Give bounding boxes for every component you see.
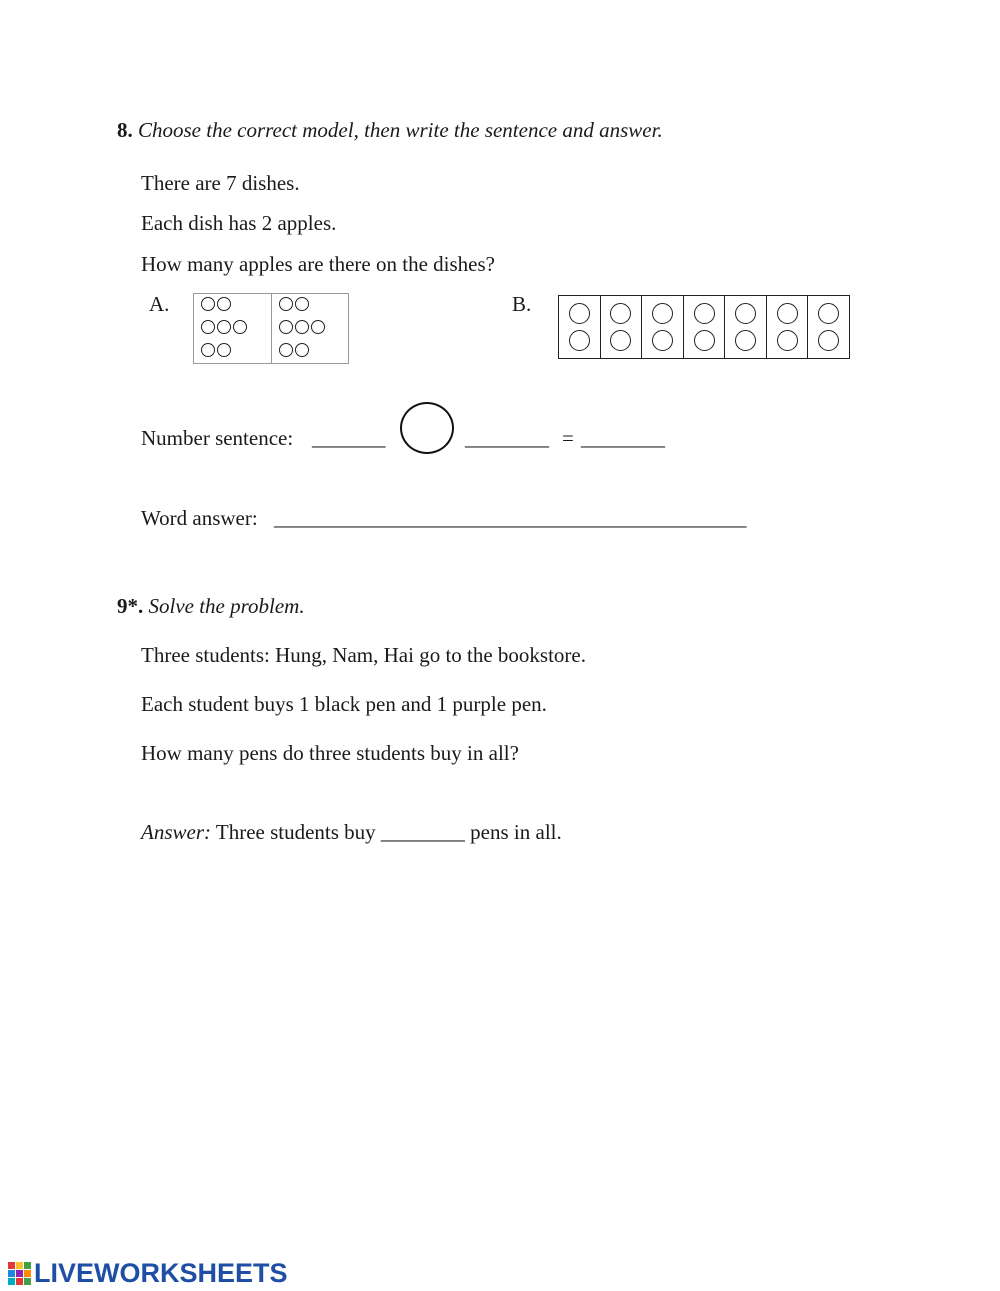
liveworksheets-logo[interactable] <box>8 1258 288 1289</box>
logo-square <box>16 1262 23 1269</box>
option-b-label[interactable]: B. <box>512 292 532 316</box>
logo-square <box>8 1278 15 1285</box>
logo-square <box>8 1262 15 1269</box>
apple-circle <box>201 297 215 311</box>
model-b-dish <box>724 296 766 358</box>
apple-circle <box>652 330 673 351</box>
logo-square <box>24 1270 31 1277</box>
answer-line <box>141 819 562 845</box>
apple-circle <box>652 303 673 324</box>
apple-circle <box>610 303 631 324</box>
model-b-dish <box>600 296 642 358</box>
dot-row <box>279 297 309 311</box>
number-sentence-label: Number sentence: <box>141 426 294 450</box>
problem-line: Each dish has 2 apples. <box>141 211 337 235</box>
equals-sign: = <box>562 426 574 450</box>
apple-circle <box>735 330 756 351</box>
apple-circle <box>217 297 231 311</box>
model-b-diagram[interactable] <box>558 295 850 359</box>
logo-grid-icon <box>8 1262 31 1285</box>
dot-row <box>279 343 309 357</box>
answer-blank[interactable]: ________ <box>380 820 465 844</box>
apple-circle <box>818 303 839 324</box>
problem-line: Three students: Hung, Nam, Hai go to the bookstore. <box>141 643 586 667</box>
apple-circle <box>217 343 231 357</box>
problem-line: How many apples are there on the dishes? <box>141 252 495 276</box>
apple-circle <box>295 343 309 357</box>
question-instruction: Solve the problem. <box>148 594 305 618</box>
model-a-group <box>271 294 349 363</box>
dot-row <box>201 343 231 357</box>
apple-circle <box>217 320 231 334</box>
logo-square <box>24 1278 31 1285</box>
apple-circle <box>233 320 247 334</box>
problem-line: There are 7 dishes. <box>141 171 300 195</box>
answer-label: Answer: <box>141 820 211 844</box>
number-sentence-blank-2[interactable]: ________ <box>465 426 549 450</box>
apple-circle <box>295 297 309 311</box>
number-sentence-blank-1[interactable]: _______ <box>312 426 386 450</box>
logo-square <box>16 1270 23 1277</box>
apple-circle <box>818 330 839 351</box>
apple-circle <box>694 303 715 324</box>
apple-circle <box>279 320 293 334</box>
logo-square <box>24 1262 31 1269</box>
model-b-dish <box>641 296 683 358</box>
apple-circle <box>311 320 325 334</box>
model-b-dish <box>683 296 725 358</box>
operator-circle-input[interactable] <box>400 402 454 454</box>
apple-circle <box>694 330 715 351</box>
option-a-label[interactable]: A. <box>149 292 170 316</box>
model-a-group <box>194 294 271 363</box>
apple-circle <box>569 303 590 324</box>
apple-circle <box>569 330 590 351</box>
problem-line: How many pens do three students buy in all? <box>141 741 519 765</box>
apple-circle <box>279 343 293 357</box>
apple-circle <box>735 303 756 324</box>
word-answer-label: Word answer: <box>141 506 258 530</box>
apple-circle <box>777 303 798 324</box>
number-sentence-blank-3[interactable]: ________ <box>581 426 665 450</box>
logo-square <box>16 1278 23 1285</box>
dot-row <box>201 320 247 334</box>
apple-circle <box>201 320 215 334</box>
model-b-dish <box>807 296 849 358</box>
model-a-diagram[interactable] <box>193 293 349 364</box>
question-9-heading <box>117 593 305 619</box>
question-instruction: Choose the correct model, then write the sentence and answer. <box>138 118 663 142</box>
answer-suffix: pens in all. <box>470 820 562 844</box>
apple-circle <box>295 320 309 334</box>
apple-circle <box>201 343 215 357</box>
model-b-dish <box>766 296 808 358</box>
dot-row <box>201 297 231 311</box>
question-8-heading <box>117 117 663 143</box>
problem-line: Each student buys 1 black pen and 1 purple pen. <box>141 692 547 716</box>
dot-row <box>279 320 325 334</box>
apple-circle <box>610 330 631 351</box>
question-number: 9*. <box>117 594 144 618</box>
word-answer-blank[interactable]: _____________________________________________ <box>274 506 747 530</box>
answer-prefix: Three students buy <box>215 820 376 844</box>
apple-circle <box>279 297 293 311</box>
apple-circle <box>777 330 798 351</box>
logo-square <box>8 1270 15 1277</box>
question-number: 8. <box>117 118 133 142</box>
model-b-dish <box>559 296 600 358</box>
logo-text: LIVEWORKSHEETS <box>34 1258 288 1288</box>
